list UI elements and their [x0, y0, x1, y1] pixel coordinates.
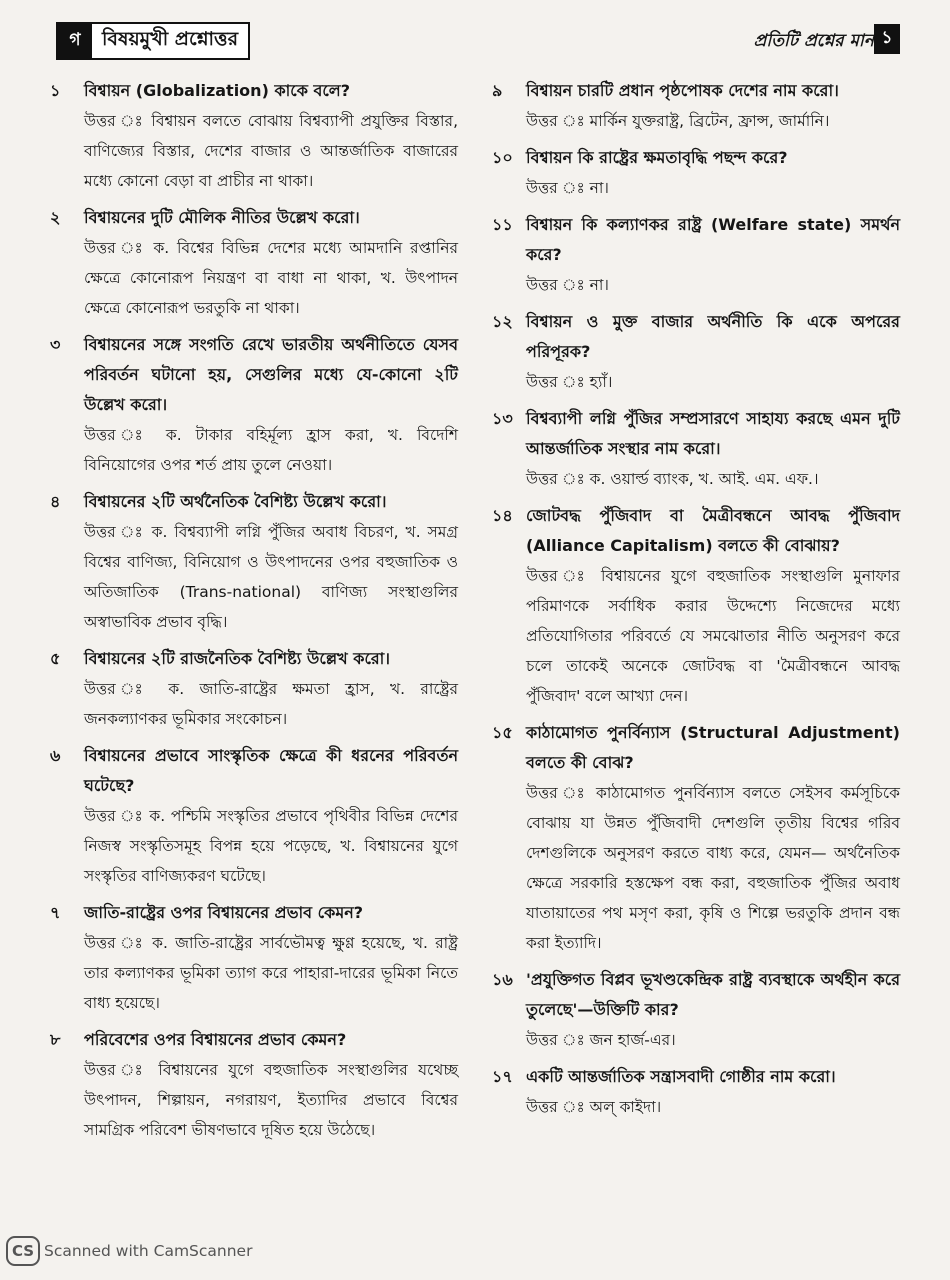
question-item	[492, 210, 900, 300]
question-number: ৩	[50, 335, 61, 354]
question-number: ৫	[50, 649, 61, 668]
camscanner-logo: CS	[6, 1236, 40, 1266]
answer-text: উত্তর ঃ ক. বিশ্বব্যাপী লগ্নি পুঁজির অবাধ বিচরণ, খ. সমগ্র বিশ্বের বাণিজ্য, বিনিয়োগ ও উৎপাদনের ওপর বহুজাতিক ও অতিজাতিক (Trans-national) বাণিজ্য সংস্থাগুলির অস্বাভাবিক প্রভাব বৃদ্ধি।	[84, 523, 458, 631]
marks-label: প্রতিটি প্রশ্নের মান	[753, 31, 874, 51]
question-item	[50, 1025, 458, 1145]
question-item	[50, 741, 458, 891]
question-text: বিশ্বায়নের প্রভাবে সাংস্কৃতিক ক্ষেত্রে কী ধরনের পরিবর্তন ঘটেছে?	[84, 746, 458, 795]
question-number: ৯	[492, 81, 503, 100]
page-header	[56, 22, 900, 58]
question-text: কাঠামোগত পুনর্বিন্যাস (Structural Adjustment) বলতে কী বোঝ?	[526, 723, 900, 772]
answer-text: উত্তর ঃ মার্কিন যুক্তরাষ্ট্র, ব্রিটেন, ফ্রান্স, জার্মানি।	[526, 112, 830, 130]
question-item	[492, 404, 900, 494]
question-item	[492, 143, 900, 203]
question-number: ২	[50, 208, 61, 227]
scanner-watermark	[6, 1236, 252, 1266]
question-number: ১৪	[492, 506, 513, 525]
answer-text: উত্তর ঃ কাঠামোগত পুনর্বিন্যাস বলতে সেইসব কর্মসূচিকে বোঝায় যা উন্নত পুঁজিবাদী দেশগুলি তৃতীয় বিশ্বের গরিব দেশগুলিকে অনুসরণ করতে বাধ্য করে, যেমন— অর্থনৈতিক ক্ষেত্রে সরকারি হস্তক্ষেপ বন্ধ করা, বহুজাতিক পুঁজির অবাধ যাতায়াতের পথ মসৃণ করা, কৃষি ও শিল্পে ভরতুকি প্রদান বন্ধ করা ইত্যাদি।	[526, 784, 900, 952]
marks-value-badge: ১	[874, 24, 900, 54]
question-text: বিশ্বায়নের দুটি মৌলিক নীতির উল্লেখ করো।	[84, 208, 360, 227]
section-heading	[56, 22, 250, 60]
answer-text: উত্তর ঃ হ্যাঁ।	[526, 373, 613, 391]
question-text: একটি আন্তর্জাতিক সন্ত্রাসবাদী গোষ্ঠীর নাম করো।	[526, 1067, 836, 1086]
answer-text: উত্তর ঃ ক. ওয়ার্ল্ড ব্যাংক, খ. আই. এম. এফ.।	[526, 470, 819, 488]
question-item	[50, 898, 458, 1018]
section-title: বিষয়মুখী প্রশ্নোত্তর	[92, 24, 248, 58]
question-item	[492, 307, 900, 397]
answer-text: উত্তর ঃ ক. জাতি-রাষ্ট্রের সার্বভৌমত্ব ক্ষুণ্ণ হয়েছে, খ. রাষ্ট্র তার কল্যাণকর ভূমিকা ত্যাগ করে পাহারা-দারের ভূমিকা নিতে বাধ্য হয়েছে।	[84, 934, 458, 1012]
question-item	[50, 203, 458, 323]
question-number: ১৭	[492, 1067, 513, 1086]
question-item	[492, 718, 900, 958]
answer-text: উত্তর ঃ ক. টাকার বহির্মূল্য হ্রাস করা, খ. বিদেশি বিনিয়োগের ওপর শর্ত প্রায় তুলে নেওয়া।	[84, 426, 458, 474]
answer-text: উত্তর ঃ বিশ্বায়নের যুগে বহুজাতিক সংস্থাগুলি মুনাফার পরিমাণকে সর্বাধিক করার উদ্দেশ্যে নিজেদের মধ্যে প্রতিযোগিতার পরিবর্তে যে সমঝোতার নীতি অনুসরণ করে চলে তাকেই অনেকে জোটবদ্ধ বা 'মৈত্রীবন্ধনে আবদ্ধ পুঁজিবাদ' বলে আখ্যা দেন।	[526, 567, 900, 705]
answer-text: উত্তর ঃ ক. বিশ্বের বিভিন্ন দেশের মধ্যে আমদানি রপ্তানির ক্ষেত্রে কোনোরূপ নিয়ন্ত্রণ বা বাধা না থাকা, খ. উৎপাদন ক্ষেত্রে কোনোরূপ ভরতুকি না থাকা।	[84, 239, 458, 317]
section-letter: গ	[58, 24, 92, 58]
question-number: ১০	[492, 148, 513, 167]
question-item	[492, 501, 900, 711]
question-number: ৮	[50, 1030, 61, 1049]
answer-text: উত্তর ঃ বিশ্বায়নের যুগে বহুজাতিক সংস্থাগুলির যথেচ্ছ উৎপাদন, শিল্পায়ন, নগরায়ণ, ইত্যাদির প্রভাবে বিশ্বের সামগ্রিক পরিবেশ ভীষণভাবে দূষিত হয়ে উঠেছে।	[84, 1061, 458, 1139]
right-column	[492, 76, 900, 1129]
question-number: ১৬	[492, 970, 513, 989]
question-number: ১	[50, 81, 61, 100]
question-text: বিশ্বব্যাপী লগ্নি পুঁজির সম্প্রসারণে সাহায্য করছে এমন দুটি আন্তর্জাতিক সংস্থার নাম করো।	[526, 409, 900, 458]
question-number: ৭	[50, 903, 61, 922]
answer-text: উত্তর ঃ ক. পশ্চিমি সংস্কৃতির প্রভাবে পৃথিবীর বিভিন্ন দেশের নিজস্ব সংস্কৃতিসমূহ বিপন্ন হয়ে পড়েছে, খ. বিশ্বায়নের যুগে সংস্কৃতির বাণিজ্যকরণ ঘটেছে।	[84, 807, 458, 885]
question-number: ১৫	[492, 723, 513, 742]
question-text: বিশ্বায়ন কি কল্যাণকর রাষ্ট্র (Welfare state) সমর্থন করে?	[526, 215, 900, 264]
answer-text: উত্তর ঃ না।	[526, 276, 609, 294]
question-text: বিশ্বায়নের ২টি রাজনৈতিক বৈশিষ্ট্য উল্লেখ করো।	[84, 649, 391, 668]
question-text: বিশ্বায়ন কি রাষ্ট্রের ক্ষমতাবৃদ্ধি পছন্দ করে?	[526, 148, 788, 167]
question-item	[492, 965, 900, 1055]
question-text: বিশ্বায়নের ২টি অর্থনৈতিক বৈশিষ্ট্য উল্লেখ করো।	[84, 492, 387, 511]
left-column	[50, 76, 458, 1152]
answer-text: উত্তর ঃ জন হার্জ-এর।	[526, 1031, 676, 1049]
watermark-text: Scanned with CamScanner	[44, 1242, 253, 1260]
question-text: জোটবদ্ধ পুঁজিবাদ বা মৈত্রীবন্ধনে আবদ্ধ পুঁজিবাদ (Alliance Capitalism) বলতে কী বোঝায়?	[526, 506, 900, 555]
question-number: ১২	[492, 312, 513, 331]
question-text: পরিবেশের ওপর বিশ্বায়নের প্রভাব কেমন?	[84, 1030, 347, 1049]
question-item	[50, 330, 458, 480]
question-text: জাতি-রাষ্ট্রের ওপর বিশ্বায়নের প্রভাব কেমন?	[84, 903, 364, 922]
question-text: বিশ্বায়ন ও মুক্ত বাজার অর্থনীতি কি একে অপরের পরিপূরক?	[526, 312, 900, 361]
question-number: ৬	[50, 746, 61, 765]
question-text: 'প্রযুক্তিগত বিপ্লব ভূখণ্ডকেন্দ্রিক রাষ্ট্র ব্যবস্থাকে অর্থহীন করে তুলেছে'—উক্তিটি কার?	[526, 970, 900, 1019]
question-item	[50, 644, 458, 734]
question-item	[492, 1062, 900, 1122]
question-number: ১৩	[492, 409, 513, 428]
answer-text: উত্তর ঃ ক. জাতি-রাষ্ট্রের ক্ষমতা হ্রাস, খ. রাষ্ট্রের জনকল্যাণকর ভূমিকার সংকোচন।	[84, 680, 458, 728]
question-item	[50, 487, 458, 637]
answer-text: উত্তর ঃ বিশ্বায়ন বলতে বোঝায় বিশ্বব্যাপী প্রযুক্তির বিস্তার, বাণিজ্যের বিস্তার, দেশের বাজার ও আন্তর্জাতিক বাজারের মধ্যে কোনো বেড়া বা প্রাচীর না থাকা।	[84, 112, 458, 190]
question-text: বিশ্বায়ন চারটি প্রধান পৃষ্ঠপোষক দেশের নাম করো।	[526, 81, 839, 100]
question-text: বিশ্বায়নের সঙ্গে সংগতি রেখে ভারতীয় অর্থনীতিতে যেসব পরিবর্তন ঘটানো হয়, সেগুলির মধ্যে যে-কোনো ২টি উল্লেখ করো।	[84, 335, 458, 414]
question-number: ৪	[50, 492, 61, 511]
question-item	[492, 76, 900, 136]
question-number: ১১	[492, 215, 513, 234]
question-item	[50, 76, 458, 196]
answer-text: উত্তর ঃ না।	[526, 179, 609, 197]
question-text: বিশ্বায়ন (Globalization) কাকে বলে?	[84, 81, 351, 100]
answer-text: উত্তর ঃ অল্ কাইদা।	[526, 1098, 662, 1116]
